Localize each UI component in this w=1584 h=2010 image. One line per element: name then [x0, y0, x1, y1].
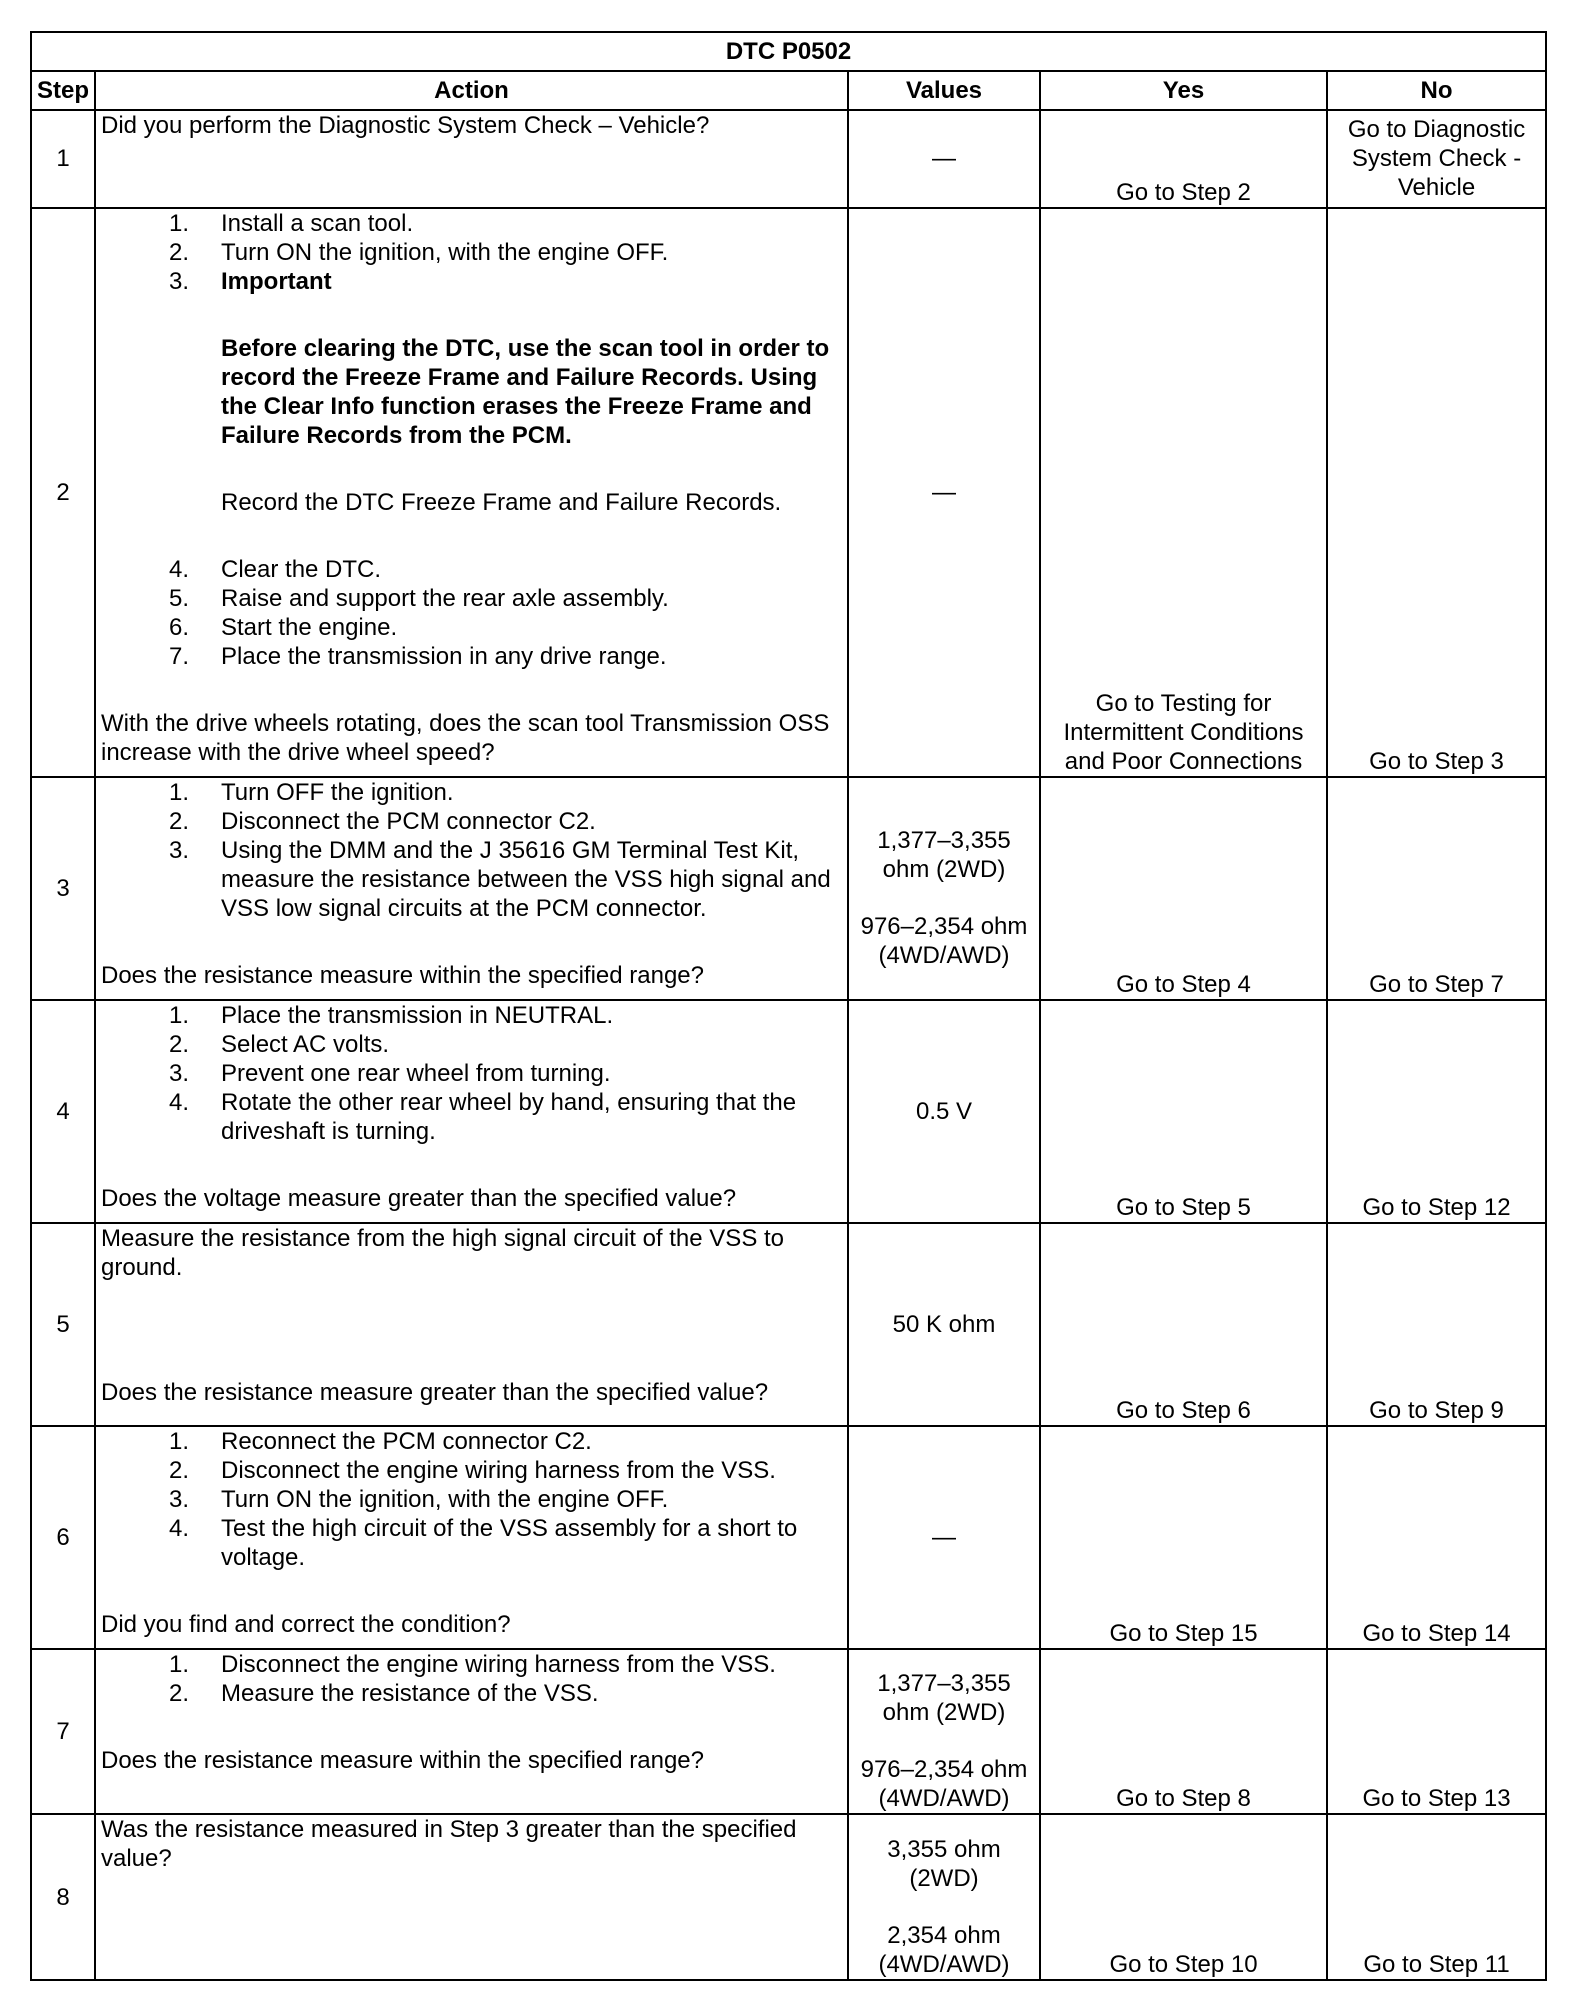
list-item — [101, 555, 842, 584]
value-2wd: 3,355 ohm (2WD) — [887, 1836, 1001, 1892]
list-item — [101, 836, 842, 923]
list-item — [101, 1456, 842, 1485]
action-cell — [95, 110, 848, 207]
list-item — [101, 1001, 842, 1030]
list-item — [101, 1679, 842, 1708]
important-note: Before clearing the DTC, use the scan tool in order to record the Freeze Frame and Failure Records. Using the Clear Info function erases the Freeze Frame and Failure Records from the PCM. — [221, 334, 830, 449]
values-cell — [848, 1814, 1040, 1980]
value-4wd: 976–2,354 ohm (4WD/AWD) — [860, 912, 1028, 969]
item-number: 3 . — [101, 1059, 189, 1088]
table-row — [31, 1426, 1546, 1649]
values-cell: 50 K ohm — [848, 1223, 1040, 1427]
action-cell — [95, 1223, 848, 1427]
list-item — [101, 613, 842, 642]
header-no: No — [1327, 71, 1546, 110]
item-number: 4 . — [101, 1088, 189, 1146]
values-cell — [848, 777, 1040, 1000]
item-number: 7 . — [101, 642, 189, 671]
item-number: 1 . — [101, 209, 189, 238]
item-text: Disconnect the engine wiring harness from the VSS. — [221, 1457, 776, 1485]
item-text: Start the engine. — [221, 613, 398, 641]
no-cell: Go to Step 9 — [1327, 1223, 1546, 1427]
action-cell — [95, 208, 848, 778]
no-cell: Go to Step 7 — [1327, 777, 1546, 1000]
item-number: 4 . — [101, 555, 189, 584]
no-cell: Go to Step 11 — [1327, 1814, 1546, 1980]
title-row — [31, 32, 1546, 71]
yes-cell: Go to Step 5 — [1040, 1000, 1327, 1223]
no-cell: Go to Step 13 — [1327, 1649, 1546, 1815]
list-item — [101, 1088, 842, 1146]
header-step: Step — [31, 71, 95, 110]
list-item — [101, 1650, 842, 1679]
question-text: With the drive wheels rotating, does the scan tool Transmission OSS increase with the drive wheel speed? — [101, 709, 830, 766]
action-list — [101, 555, 842, 671]
question-text: Does the resistance measure within the specified range? — [101, 1746, 704, 1774]
yes-cell: Go to Testing for Intermittent Conditions and Poor Connections — [1040, 208, 1327, 778]
dtc-table — [30, 31, 1547, 1981]
action-text: Was the resistance measured in Step 3 greater than the specified value? — [101, 1816, 797, 1873]
no-cell: Go to Diagnostic System Check - Vehicle — [1327, 110, 1546, 207]
item-text: Place the transmission in any drive range. — [221, 642, 667, 670]
yes-cell: Go to Step 10 — [1040, 1814, 1327, 1980]
value-4wd: 976–2,354 ohm (4WD/AWD) — [860, 1756, 1028, 1813]
item-number: 2 . — [101, 1030, 189, 1059]
list-item — [101, 1485, 842, 1514]
values-cell: — — [848, 1426, 1040, 1649]
yes-cell: Go to Step 15 — [1040, 1426, 1327, 1649]
step-number: 4 — [31, 1000, 95, 1223]
list-item — [101, 209, 842, 238]
no-cell: Go to Step 12 — [1327, 1000, 1546, 1223]
item-number: 2 . — [101, 238, 189, 267]
yes-cell: Go to Step 2 — [1040, 110, 1327, 207]
header-action: Action — [95, 71, 848, 110]
list-item — [101, 1514, 842, 1572]
header-row — [31, 71, 1546, 110]
action-list — [101, 1001, 842, 1146]
important-label: Important — [221, 267, 332, 295]
value-2wd: 1,377–3,355 ohm (2WD) — [877, 826, 1011, 883]
item-text: Test the high circuit of the VSS assembly for a short to voltage. — [221, 1515, 798, 1572]
item-number: 5 . — [101, 584, 189, 613]
list-item — [101, 1059, 842, 1088]
action-list — [101, 778, 842, 923]
table-row — [31, 1814, 1546, 1980]
action-list — [101, 1650, 842, 1708]
action-list — [101, 1427, 842, 1572]
item-number: 2 . — [101, 807, 189, 836]
action-text: Did you perform the Diagnostic System Check – Vehicle? — [101, 112, 710, 140]
value-4wd: 2,354 ohm (4WD/AWD) — [878, 1922, 1010, 1978]
action-list — [101, 209, 842, 296]
values-cell: 0.5 V — [848, 1000, 1040, 1223]
step-number: 7 — [31, 1649, 95, 1815]
item-text: Using the DMM and the J 35616 GM Terminal Test Kit, measure the resistance between the VSS high signal and VSS low signal circuits at the PCM connector. — [221, 837, 831, 923]
item-number: 1 . — [101, 1001, 189, 1030]
no-cell: Go to Step 3 — [1327, 208, 1546, 778]
list-item — [101, 642, 842, 671]
question-text: Does the resistance measure within the specified range? — [101, 962, 704, 990]
list-item — [101, 238, 842, 267]
header-values: Values — [848, 71, 1040, 110]
action-cell — [95, 1426, 848, 1649]
values-cell — [848, 1649, 1040, 1815]
item-text: Install a scan tool. — [221, 209, 414, 237]
values-cell: — — [848, 110, 1040, 207]
item-text: Disconnect the PCM connector C2. — [221, 808, 596, 836]
question-text: Did you find and correct the condition? — [101, 1611, 511, 1639]
step-number: 1 — [31, 110, 95, 207]
item-text: Measure the resistance of the VSS. — [221, 1679, 599, 1707]
item-text: Reconnect the PCM connector C2. — [221, 1428, 592, 1456]
header-yes: Yes — [1040, 71, 1327, 110]
item-number: 3 . — [101, 1485, 189, 1514]
step-number: 8 — [31, 1814, 95, 1980]
list-item — [101, 1427, 842, 1456]
yes-cell: Go to Step 6 — [1040, 1223, 1327, 1427]
item-number: 3 . — [101, 267, 189, 296]
question-text: Does the voltage measure greater than the specified value? — [101, 1184, 737, 1212]
action-cell — [95, 1000, 848, 1223]
step-number: 2 — [31, 208, 95, 778]
list-item — [101, 1030, 842, 1059]
item-number: 2 . — [101, 1456, 189, 1485]
item-text: Prevent one rear wheel from turning. — [221, 1059, 611, 1087]
table-row — [31, 1649, 1546, 1815]
question-text: Does the resistance measure greater than the specified value? — [101, 1378, 769, 1406]
item-number: 2 . — [101, 1679, 189, 1708]
step-number: 6 — [31, 1426, 95, 1649]
table-row — [31, 208, 1546, 778]
list-item — [101, 778, 842, 807]
item-text: Clear the DTC. — [221, 555, 382, 583]
list-item — [101, 267, 842, 296]
item-number: 1 . — [101, 778, 189, 807]
value-2wd: 1,377–3,355 ohm (2WD) — [877, 1670, 1011, 1727]
item-number: 3 . — [101, 836, 189, 923]
step-number: 3 — [31, 777, 95, 1000]
list-item — [101, 807, 842, 836]
item-text: Turn ON the ignition, with the engine OFF. — [221, 1486, 669, 1514]
table-row — [31, 777, 1546, 1000]
no-cell: Go to Step 14 — [1327, 1426, 1546, 1649]
table-row — [31, 1000, 1546, 1223]
values-cell: — — [848, 208, 1040, 778]
item-number: 4 . — [101, 1514, 189, 1572]
yes-cell: Go to Step 8 — [1040, 1649, 1327, 1815]
action-text: Measure the resistance from the high signal circuit of the VSS to ground. — [101, 1224, 785, 1281]
action-cell — [95, 1649, 848, 1815]
action-cell — [95, 777, 848, 1000]
item-text: Place the transmission in NEUTRAL. — [221, 1001, 614, 1029]
item-text: Raise and support the rear axle assembly. — [221, 584, 669, 612]
item-number: 6 . — [101, 613, 189, 642]
list-item — [101, 584, 842, 613]
item-number: 1 . — [101, 1650, 189, 1679]
item-text: Select AC volts. — [221, 1030, 390, 1058]
item-number: 1 . — [101, 1427, 189, 1456]
table-title: DTC P0502 — [31, 32, 1546, 71]
table-row — [31, 110, 1546, 207]
step-number: 5 — [31, 1223, 95, 1427]
yes-cell: Go to Step 4 — [1040, 777, 1327, 1000]
item-text: Rotate the other rear wheel by hand, ensuring that the driveshaft is turning. — [221, 1088, 797, 1145]
action-cell — [95, 1814, 848, 1980]
item-text: Disconnect the engine wiring harness from the VSS. — [221, 1650, 776, 1678]
table-row — [31, 1223, 1546, 1427]
item-text: Turn OFF the ignition. — [221, 779, 454, 807]
record-note: Record the DTC Freeze Frame and Failure Records. — [221, 488, 782, 516]
item-text: Turn ON the ignition, with the engine OFF. — [221, 238, 669, 266]
